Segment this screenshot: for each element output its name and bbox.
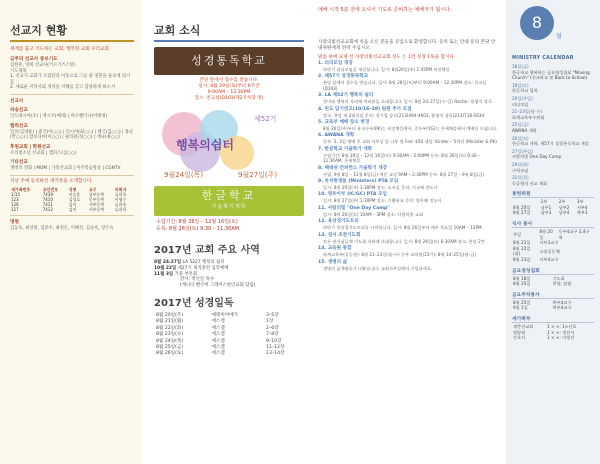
table-row xyxy=(512,257,594,263)
calendar-item xyxy=(512,64,594,81)
cell: 남부2 xyxy=(558,204,570,210)
event-text: 강사: 박신일 목사 xyxy=(180,277,214,283)
news-item-title: 15. 생명의 삶 xyxy=(318,259,348,265)
cell: 김미 xyxy=(68,206,77,212)
news-column xyxy=(314,0,502,464)
calendar-text: 구역모임 xyxy=(512,167,529,173)
offering-title: 봉헌위원 xyxy=(512,190,594,198)
cell: 북부4교구 xyxy=(552,305,572,311)
event-text: 제27기 제직훈련 입학예배 xyxy=(177,265,229,271)
news-item-body: 8월 26일(주)부터 유초등부(PK)는 비전채플에서, 중등부(YG)는 온새채플에서 예배를 드립니다. xyxy=(323,126,498,132)
prayer-subtitle: 금주의 선교사 중보기도 xyxy=(10,57,58,62)
bible-school-banner: 성경통독학교 xyxy=(154,47,304,75)
info-line: 본당 앞에서 접수를 받습니다. xyxy=(199,78,259,83)
cell: 계층선교회 xyxy=(513,324,534,329)
cell: 8월 21일 xyxy=(513,240,531,246)
column-header: 목회자 xyxy=(114,186,127,192)
calendar-text: 리더모임 xyxy=(512,101,529,107)
cell: 에스겔 xyxy=(211,332,225,338)
news-item-body: 하반기 리더모임을 개강합니다. 일시: 8월20일(주) 1:45PM 비전채플 xyxy=(323,67,450,72)
mission-category-text: 인도네시아(조) | 멕시코(메네) | 아르헨티나(이태영) xyxy=(10,113,108,119)
news-item-title: 11. 사랑의빛 "One Day Camp" xyxy=(318,205,390,211)
cell: 9월 1일 xyxy=(513,305,528,311)
cell: 남부4 xyxy=(558,210,570,216)
table-row xyxy=(512,229,594,240)
news-item xyxy=(318,192,498,203)
cell: 8월 22일(화) xyxy=(156,325,184,331)
new-family-caption: 지난 주에 등록하신 새가족을 소개합니다. xyxy=(10,178,93,184)
info-line: 등록: 8월 26일(토) 9:30 – 11:30AM xyxy=(156,226,240,232)
cell: 8월 20일(주) xyxy=(156,312,184,318)
news-item-title: 2. 제57기 성경통독학교 xyxy=(318,74,369,80)
cell: 에스겔 xyxy=(211,351,225,357)
calendar-date: 18일(금) xyxy=(512,64,529,69)
cell: 8월 25일(금) xyxy=(156,345,184,351)
cell: 8월 23일 xyxy=(513,257,531,263)
news-item-body: 수업기간: 8월 26일 – 12월 16일(토) 9:30AM – 2:00PM 등록: 8월 26일(토) 9:30 – 11:30AM, 온새채플 xyxy=(323,152,481,164)
divider xyxy=(10,175,134,176)
event-date: 11월 3일 xyxy=(154,271,174,277)
news-item xyxy=(318,179,498,190)
news-item xyxy=(318,246,498,257)
festival-date-1: 9월24일(목) xyxy=(164,171,204,179)
cell: 류희옥 xyxy=(114,201,127,207)
news-item-body: 수업: 9월 8일 – 12월 8일(금) 예문 교실 9AM – 2:30PM 등록: 8월 27일 – 9월 8일(금) xyxy=(323,171,485,177)
cell: 북부4교구 xyxy=(552,299,572,305)
cell: 이영수 xyxy=(114,196,127,202)
news-item xyxy=(318,233,498,244)
news-item xyxy=(318,147,498,164)
cell: 남부1 xyxy=(540,204,552,210)
cell: 소망공동체 xyxy=(539,248,560,254)
calendar-item xyxy=(512,96,594,107)
cell: 8월 20일 xyxy=(539,229,553,240)
calendar-date: 29일(화) xyxy=(512,161,529,167)
cell: 1 × ×: 정진서 xyxy=(547,329,575,335)
table-row xyxy=(512,246,594,257)
news-item xyxy=(318,166,498,177)
news-item-title: 14. 교육원 통합 xyxy=(318,246,352,252)
cell: 김미 xyxy=(68,201,77,207)
cell: 7411 xyxy=(42,201,53,207)
parking-table xyxy=(512,300,594,311)
news-item xyxy=(318,107,498,118)
mission-title: 선교지 현황 xyxy=(10,22,134,42)
calendar-column xyxy=(506,0,600,464)
news-item-body: 일시: 8월 26일(토) 10AM – 3PM 장소: 사랑의빛 교회 xyxy=(323,211,424,217)
divider xyxy=(10,94,134,95)
news-item-title: 13. 권서 조찬기도회 xyxy=(318,232,361,238)
calendar-text: 독공원의 선교 재회 xyxy=(512,180,548,186)
column-header: 성명 xyxy=(68,186,77,192)
cell: 8월 26일(토) xyxy=(156,351,184,357)
event-text: (캐나다 밴쿠버 그레이스한인교회 담임) xyxy=(180,283,256,289)
cell: 에스겔 xyxy=(211,319,225,325)
news-item-body: 본당 앞에서 접수를 받습니다. 일시: 8월 26일(토)부터 9:00AM – 12:30PM 장소: 친교실(D103) xyxy=(323,80,487,91)
cell: 김성호 xyxy=(68,196,81,202)
news-item-body: 모든 권서님들께 기도회 자리에 초대합니다. 일시: 8월 26일(토) 6:30AM 장소: 본당 2층 xyxy=(323,238,485,244)
news-item-title: 5. 교육부 예배 장소 변경 xyxy=(318,120,370,126)
wed-service-table xyxy=(512,276,594,287)
cell: 류희옥 xyxy=(114,191,127,197)
mission-category-text: 우리청소년 선교회 | 캠퍼스(김○○) xyxy=(10,150,77,156)
mission-category: 파송선교 xyxy=(10,107,28,113)
calendar-date: 31일(목) xyxy=(512,175,529,181)
table-row xyxy=(512,281,594,287)
cell: 북부1 xyxy=(576,210,588,216)
cell: 8월 18일 xyxy=(513,275,531,281)
news-item-body: 준비와 행복의 자리에 여러분을 초대합니다. 일시: 9월 24–27일(수–일) Rector: 윤영석 장로 xyxy=(323,99,493,105)
event-date: 10월 22일 xyxy=(154,265,177,271)
table-row xyxy=(512,305,594,311)
footer-names: 김동욱, 최성원, 임준수, 최원돈, 이혜선, 김순옥, 장은숙 xyxy=(10,225,114,231)
cell: 주일 xyxy=(513,231,522,237)
missionary-subtitle: 선교사 xyxy=(10,98,24,104)
cell: 11–12장 xyxy=(266,345,285,351)
news-item-title: 6. AWANA 개학 xyxy=(318,133,355,139)
cell: 13–14장 xyxy=(266,351,285,357)
cell: 서부동쪽 xyxy=(88,206,105,212)
calendar-item xyxy=(512,149,594,160)
news-item xyxy=(318,74,498,91)
calendar-date: 19일(토) xyxy=(512,82,529,88)
bible-reading-title: 2017년 성경일독 xyxy=(154,297,234,309)
cell: 1부 xyxy=(540,199,548,205)
news-item xyxy=(318,206,498,217)
column-header: 교구 xyxy=(88,186,97,192)
korean-school-title: 한글학교 xyxy=(201,189,257,202)
korean-school-subtitle: 가을학기개학 xyxy=(211,204,247,210)
wed-service-title: 금요영성집회 xyxy=(512,267,594,275)
calendar-item xyxy=(512,136,594,147)
mission-category: 협력선교 xyxy=(10,123,28,129)
mission-category-text: 생명의 전화 | MOM | 가족선교회 | 미주복음방송 | CGNTV xyxy=(10,166,121,172)
event-item xyxy=(154,283,304,289)
news-item-body: 일시: 8월 27일(주) 1:30PM 장소: 기쁨학교 문의: 양은혜 전도사 xyxy=(323,198,442,204)
news-item-title: 4. 린도 담기연고(10/16–28) 팀원 추가 모집 xyxy=(318,106,412,112)
cell: 간호사 xyxy=(513,335,526,341)
mission-column xyxy=(0,0,142,464)
news-item-title: 10. 영유아부 (IC/GC) PTA 모임 xyxy=(318,192,387,198)
cell: 서부4교구 xyxy=(539,257,559,263)
cell: 에스겔 xyxy=(211,338,225,344)
cell: 7–8장 xyxy=(266,332,279,338)
news-item-body: 하계교육부(공동관): 8월 21–23일(월–수) 중부 교육원(15기): 8월 14–25일(월–금) xyxy=(323,252,477,258)
calendar-item xyxy=(512,162,594,173)
cell: 에스겔 xyxy=(211,325,225,331)
cell: 동부동쪽 xyxy=(88,196,105,202)
meal-table xyxy=(512,229,594,263)
news-item-body: 생명의 삶 9월호가 나왔습니다. 교회사무실에서 구입하세요. xyxy=(323,265,433,271)
news-item xyxy=(318,219,498,230)
news-item-body: 하반기 육상경기도트리를 시작합니다. 일시: 8월 26일부터 매주 목요일 10AM – 12PM xyxy=(323,225,482,231)
cell: 8월 27일 xyxy=(513,210,531,216)
news-item-title: 8. 베데쉬 컨퍼런스 가을학기 개강 xyxy=(318,165,388,171)
news-title: 교회 소식 xyxy=(154,22,304,42)
calendar-text: 한글학교 입학 xyxy=(512,88,538,94)
table-row xyxy=(10,207,134,212)
cell: 서부3교구 xyxy=(539,240,559,246)
cell: 1 × ×: 1×선호 xyxy=(547,324,577,329)
news-intro: 사랑의빛선교교회에 처음 오신 분들을 진심으로 환영합니다. 등록 또는 안내 문의 본당 안내위원에게 연락 주십시오. xyxy=(318,40,496,51)
cell: 127 xyxy=(11,206,19,212)
cell: 동부4교구 3,4구역 xyxy=(558,229,590,240)
cell: 서부4 xyxy=(576,204,588,210)
mission-category: 후원교회 | 학원선교 xyxy=(10,144,51,150)
event-text: LA 5227 행복의 쉼터 xyxy=(182,260,225,265)
news-list xyxy=(318,61,498,271)
calendar-item xyxy=(512,175,594,186)
table-row xyxy=(512,210,594,216)
cell: 에스겔 xyxy=(211,345,225,351)
table-row xyxy=(512,335,594,341)
events-title: 2017년 교회 주요 사역 xyxy=(154,245,260,256)
staff-title: 새가족부 xyxy=(512,315,594,323)
cell: 8월 23일(수) xyxy=(156,332,184,338)
table-row xyxy=(154,351,304,357)
cell: 8월 25일 xyxy=(513,299,531,305)
info-line: 9:00AM – 12:30PM xyxy=(207,90,251,95)
news-item xyxy=(318,260,498,271)
info-line: 장소: 친교실(D103/제2주차장 옆) xyxy=(194,96,264,101)
cell: 남부3 xyxy=(540,210,552,216)
cell: 7412 xyxy=(42,206,53,212)
cell: 3–5장 xyxy=(266,312,279,318)
cell: 8월 21일(월) xyxy=(156,319,184,325)
calendar-date: 27일(주일) xyxy=(512,148,533,154)
festival-date-2: 9월27일(주) xyxy=(238,171,278,179)
info-line: 수업기간: 8월 26일 – 12월 16일(토) xyxy=(156,219,238,225)
meal-title: 식사 봉사 xyxy=(512,220,594,228)
calendar-date: 20일(주일) xyxy=(512,95,533,101)
cell: 서부동쪽 xyxy=(88,201,105,207)
footer-label: 명원 xyxy=(10,219,19,225)
korean-school-info xyxy=(154,216,304,236)
prayer-line: 1. 선교지 교회가 조립단과 이웃으로 그들 중 영혼을 돌보게 되기를 xyxy=(10,74,131,85)
info-line: 일시: 8월 29일(토)부터 6주간 xyxy=(198,84,260,89)
calendar-title: MINISTRY CALENDAR xyxy=(512,56,574,61)
calendar-date: 21–23일(월–수) xyxy=(512,109,543,115)
calendar-text: AWANA 개학 xyxy=(512,127,537,133)
prayer-line: 김현준, 영희 선교사(키르기즈스탄) xyxy=(10,63,76,68)
calendar-item xyxy=(512,122,594,133)
cell: 2–6장 xyxy=(266,325,279,331)
bible-school-info xyxy=(154,75,304,106)
cell: 1장 xyxy=(266,319,274,325)
news-item-body: 장소: 본당 제 2회의실 문의: 장기철 장로(213)494-4603, 윤영석 장로(213)718-5634 xyxy=(323,112,485,118)
divider xyxy=(10,215,134,216)
cell: 7410 xyxy=(42,196,53,202)
cell: 7439 xyxy=(42,191,53,197)
cell: 1/15 xyxy=(11,191,20,197)
staff-table xyxy=(512,324,594,341)
calendar-text: 한글학교 개학, 제57기 성경통독학교 개강 xyxy=(512,141,589,147)
festival-title: 행복의쉼터 xyxy=(176,138,234,152)
cell: 8월 25일 xyxy=(513,281,531,287)
cell: 남부동쪽 xyxy=(88,191,105,197)
cell: 2부 xyxy=(558,199,566,205)
mission-category: 기타선교 xyxy=(10,160,28,166)
news-item-title: 7. 한글학교 가을학기 개학 xyxy=(318,146,373,152)
news-item xyxy=(318,120,498,131)
korean-school-banner xyxy=(154,186,304,216)
cell: 8월 24일(목) xyxy=(156,338,184,344)
cell: 1 × ×: 이영진 xyxy=(547,335,575,341)
parking-title: 금요주차봉사 xyxy=(512,291,594,299)
mission-slogan: 세계를 품고 기도하는 교회, 행복한 교회 우리교회 xyxy=(10,47,109,52)
calendar-item xyxy=(512,109,594,120)
news-item xyxy=(318,93,498,104)
happy-rest-festival xyxy=(154,106,304,186)
cell: 이승훈 xyxy=(68,191,81,197)
news-item-title: 3. LA 제52기 행복의 쉼터 xyxy=(318,93,374,99)
calendar-text: 사랑의빛 One Day Camp xyxy=(512,154,562,160)
cell: 3부 xyxy=(576,199,584,205)
news-item xyxy=(318,133,498,144)
prayer-line: 기도제목 xyxy=(10,68,27,74)
cell: 예레미야애가 xyxy=(211,312,239,318)
calendar-item xyxy=(512,83,594,94)
calendar-text: 하계교육부수련회 xyxy=(512,114,545,120)
month-number: 8 xyxy=(520,6,554,40)
cell: 찬양, 말씀 xyxy=(552,281,572,287)
news-item-body: 등록: 2, 3일 예배 후 교회 사무실 앞 나무 옆 Fee: $50 대상: Kinder – 5학년 (Minister & PK) xyxy=(323,139,497,145)
bible-reading-table xyxy=(154,313,304,358)
festival-number: 제52기 xyxy=(254,115,277,123)
calendar-date: 25일(금) xyxy=(512,122,529,128)
news-item-title: 9. 유치원생들 (Ministers) PTA 모임 xyxy=(318,179,399,185)
cell: 126 xyxy=(11,201,19,207)
cell: 원양회 xyxy=(513,329,526,335)
news-item-title: 12. 육상경기도트리 xyxy=(318,219,359,225)
calendar-date: 26일(토) xyxy=(512,135,529,141)
worship-reminder: 예배 시작 5분 전에 오셔서 기도로 준비하는 예배자가 됩시다. xyxy=(318,7,452,13)
cell: 8월 22일(화) xyxy=(513,245,531,257)
cell: 기도회 xyxy=(552,275,565,281)
cell: 류희옥 xyxy=(114,206,127,212)
month-label: 월 xyxy=(556,33,562,40)
month-badge xyxy=(512,6,594,40)
mission-category-text: 일본(김영운) | 중국(이○○) | 러시아(최○○) | 태국(김○○) | 몽골(박○○) | 캄보디아(이○○) | 필리핀(정○○) | 케냐(최○○) xyxy=(10,129,134,141)
column-header: 교인번호 xyxy=(42,186,59,192)
offering-table xyxy=(512,199,594,216)
news-item xyxy=(318,61,498,72)
event-date: 8월 24-27일 xyxy=(154,260,182,265)
programs-column xyxy=(146,0,308,464)
news-welcome: 말씀 위에 교제 선 사랑의빛선교교회 성도 는 1번 성경 1독을 합시다. xyxy=(318,55,456,60)
column-header: 새가족번호 xyxy=(11,186,31,192)
prayer-line: 2. 새로운 지역사회 개척을 지혜를 갖고 감당하게 하소서 xyxy=(10,85,115,91)
cell: 123 xyxy=(11,196,19,202)
events-list xyxy=(154,260,304,289)
cell: 9–10장 xyxy=(266,338,282,344)
news-item-body: 일시: 8월 20일(주) 1:30PM 장소: 도서실 문의: 이규배 전도사 xyxy=(323,185,438,191)
calendar-text: 한글학교 행복하는 금요영성집회 "Moving Church" (선교바교 및 Back to School) xyxy=(512,69,590,81)
news-item-title: 1. 리더모임 개강 xyxy=(318,61,353,66)
cell: 8월 20일 xyxy=(513,204,531,210)
new-family-table xyxy=(10,187,134,212)
event-text: 가을 부흥회 xyxy=(174,271,198,277)
